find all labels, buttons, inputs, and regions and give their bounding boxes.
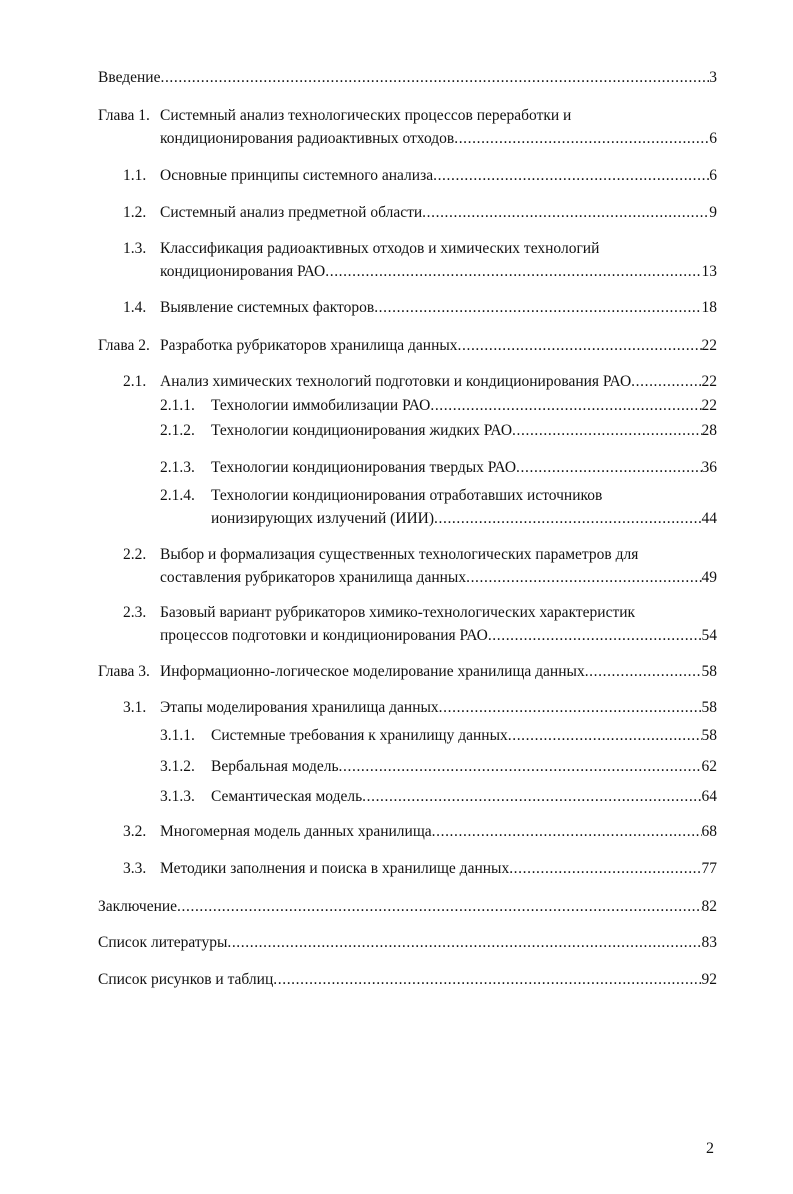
toc-entry-page: 22 — [701, 373, 717, 390]
toc-entry-page: 92 — [701, 971, 717, 988]
dot-leader — [430, 394, 701, 417]
toc-entry-number: 2.1.2. — [160, 422, 195, 439]
dot-leader — [362, 785, 701, 808]
toc-entry-page: 28 — [701, 422, 717, 439]
toc-entry-number: 1.4. — [123, 299, 147, 316]
toc-entry-title: Информационно-логическое моделирование хранилища данных — [160, 663, 585, 680]
toc-entry-title: Системные требования к хранилищу данных — [211, 727, 508, 744]
toc-entry-page: 3 — [709, 69, 717, 86]
toc-entry-title: Технологии кондиционирования твердых РАО — [211, 459, 517, 476]
dot-leader — [458, 334, 702, 357]
dot-leader — [432, 820, 702, 843]
dot-leader — [339, 755, 702, 778]
toc-entry-title: Базовый вариант рубрикаторов химико-технологических характеристик — [160, 604, 636, 621]
toc-entry-title: Технологии кондиционирования жидких РАО — [211, 422, 513, 439]
dot-leader — [516, 456, 701, 479]
toc-entry-number: 3.1.1. — [160, 727, 195, 744]
toc-entry-title: ионизирующих излучений (ИИИ) — [211, 510, 435, 527]
toc-entry-page: 58 — [701, 699, 717, 716]
toc-entry-page: 64 — [701, 788, 717, 805]
toc-entry-page: 18 — [701, 299, 717, 316]
toc-entry-page: 58 — [701, 663, 717, 680]
toc-entry-number: 1.2. — [123, 204, 147, 221]
toc-entry-number: 3.1.2. — [160, 758, 195, 775]
toc-entry-title: Основные принципы системного анализа — [160, 167, 434, 184]
toc-entry-number: 2.1. — [123, 373, 147, 390]
toc-entry-title: Заключение — [98, 898, 178, 915]
dot-leader — [422, 201, 709, 224]
toc-entry-title: Технологии иммобилизации РАО — [211, 397, 431, 414]
dot-leader — [439, 696, 702, 719]
toc-entry-page: 77 — [701, 860, 717, 877]
dot-leader — [508, 724, 702, 747]
toc-entry-title: Многомерная модель данных хранилища — [160, 823, 432, 840]
toc-entry-page: 49 — [701, 569, 717, 586]
toc-entry-page: 36 — [701, 459, 717, 476]
toc-entry-page: 22 — [701, 397, 717, 414]
dot-leader — [325, 260, 701, 283]
dot-leader — [585, 660, 702, 683]
toc-entry-number: 3.1. — [123, 699, 147, 716]
toc-entry-number: Глава 3. — [98, 663, 150, 680]
dot-leader — [160, 66, 709, 89]
toc-entry-number: 2.1.1. — [160, 397, 195, 414]
toc-entry-title: кондиционирования РАО — [160, 263, 326, 280]
toc-entry-title: Выявление системных факторов — [160, 299, 375, 316]
page-number: 2 — [706, 1140, 714, 1157]
toc-entry-title: Методики заполнения и поиска в хранилище данных — [160, 860, 510, 877]
toc-entry-number: 3.1.3. — [160, 788, 195, 805]
toc-entry-page: 6 — [709, 167, 717, 184]
toc-entry-page: 68 — [701, 823, 717, 840]
toc-entry-page: 6 — [709, 130, 717, 147]
toc-entry-number: 3.3. — [123, 860, 147, 877]
toc-entry-title: Введение — [98, 69, 161, 86]
toc-entry-title: Список литературы — [98, 934, 228, 951]
dot-leader — [273, 968, 701, 991]
dot-leader — [433, 164, 709, 187]
toc-entry-number: 2.1.3. — [160, 459, 195, 476]
toc-entry-title: кондиционирования радиоактивных отходов — [160, 130, 455, 147]
dot-leader — [227, 931, 701, 954]
dot-leader — [631, 370, 701, 393]
toc-entry-page: 22 — [701, 337, 717, 354]
dot-leader — [434, 507, 701, 530]
toc-entry-title: Системный анализ предметной области — [160, 204, 423, 221]
toc-entry-title: Этапы моделирования хранилища данных — [160, 699, 439, 716]
toc-entry-number: 1.3. — [123, 240, 147, 257]
toc-entry-number: 3.2. — [123, 823, 147, 840]
dot-leader — [512, 419, 701, 442]
toc-entry-number: 2.1.4. — [160, 487, 195, 504]
dot-leader — [488, 624, 702, 647]
toc-entry-title: составления рубрикаторов хранилища данных — [160, 569, 467, 586]
toc-entry-title: Выбор и формализация существенных технологических параметров для — [160, 546, 639, 563]
toc-entry-number: 1.1. — [123, 167, 147, 184]
toc-entry-title: Список рисунков и таблиц — [98, 971, 274, 988]
toc-entry-title: процессов подготовки и кондиционирования РАО — [160, 627, 488, 644]
toc-entry-page: 44 — [701, 510, 717, 527]
toc-entry-page: 58 — [701, 727, 717, 744]
dot-leader — [177, 895, 701, 918]
toc-entry-page: 82 — [701, 898, 717, 915]
dot-leader — [466, 566, 701, 589]
toc-entry-number: 2.3. — [123, 604, 147, 621]
toc-entry-number: Глава 1. — [98, 107, 150, 124]
toc-entry-page: 13 — [701, 263, 717, 280]
toc-entry-title: Разработка рубрикаторов хранилища данных — [160, 337, 458, 354]
dot-leader — [454, 127, 709, 150]
toc-entry-number: 2.2. — [123, 546, 147, 563]
toc-entry-title: Системный анализ технологических процессов переработки и — [160, 107, 572, 124]
toc-entry-number: Глава 2. — [98, 337, 150, 354]
toc-entry-page: 54 — [701, 627, 717, 644]
dot-leader — [374, 296, 701, 319]
toc-entry-page: 83 — [701, 934, 717, 951]
toc-entry-title: Вербальная модель — [211, 758, 339, 775]
toc-entry-title: Анализ химических технологий подготовки и кондиционирования РАО — [160, 373, 632, 390]
toc-entry-title: Классификация радиоактивных отходов и химических технологий — [160, 240, 600, 257]
toc-entry-page: 9 — [709, 204, 717, 221]
dot-leader — [509, 857, 701, 880]
toc-entry-title: Семантическая модель — [211, 788, 363, 805]
toc-entry-title: Технологии кондиционирования отработавших источников — [211, 487, 603, 504]
toc-entry-page: 62 — [701, 758, 717, 775]
